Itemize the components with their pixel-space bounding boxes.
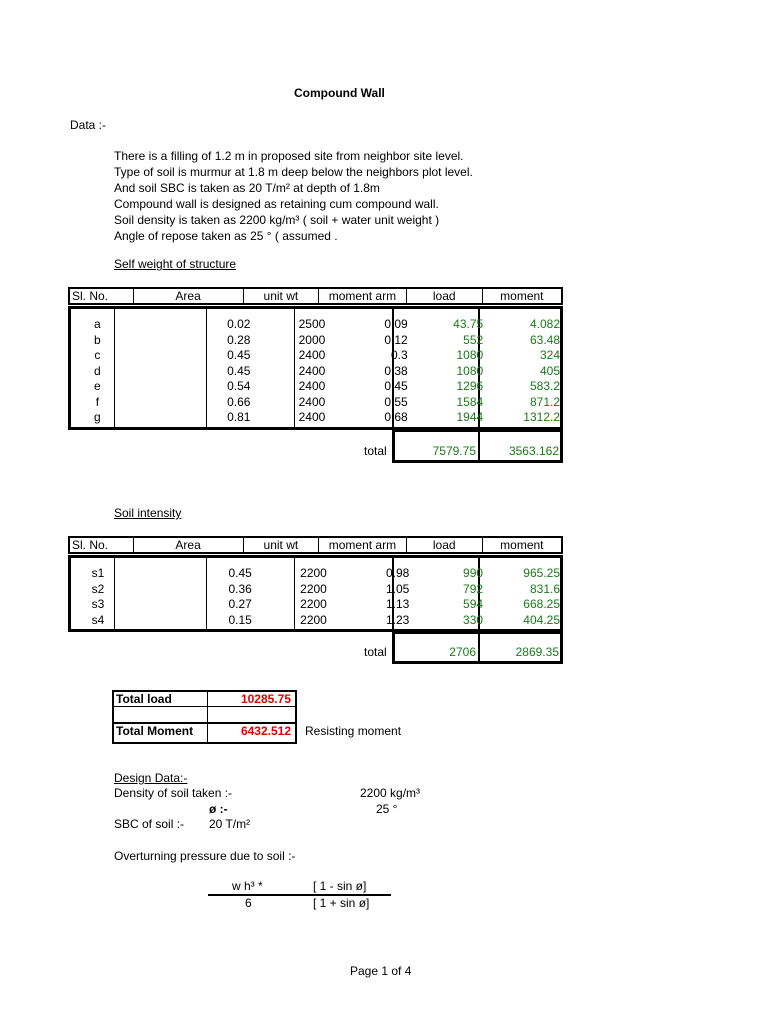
cell-sl-no: e xyxy=(94,379,101,393)
data-line: Soil density is taken as 2200 kg/m³ ( soil + water unit weight ) xyxy=(114,213,440,227)
header-sl-no: Sl. No. xyxy=(69,288,133,304)
table-row xyxy=(68,566,563,582)
resisting-moment-label: Resisting moment xyxy=(305,724,402,738)
cell-moment-arm: 0.3 xyxy=(390,348,408,362)
formula-numerator-right: [ 1 - sin ø] xyxy=(313,879,367,893)
soil-intensity-header-row xyxy=(68,536,563,554)
cell-moment: 871.2 xyxy=(529,394,560,409)
cell-load: 1944 xyxy=(456,410,484,424)
self-weight-header-row xyxy=(68,287,563,305)
cell-load: 990 xyxy=(463,566,484,580)
header-unit-wt: unit wt xyxy=(243,288,318,304)
total-load-value: 10285.75 xyxy=(240,692,291,706)
self-weight-total-label: total xyxy=(364,444,387,458)
cell-moment: 404.25 xyxy=(523,612,560,627)
cell-moment-arm: 0.55 xyxy=(384,394,408,409)
data-line: And soil SBC is taken as 20 T/m² at depth of 1.8m xyxy=(114,181,380,195)
cell-unit-wt: 2400 xyxy=(298,410,326,424)
cell-moment: 965.25 xyxy=(523,566,560,580)
density-label: Density of soil taken :- xyxy=(114,786,233,800)
cell-load: 43.75 xyxy=(453,317,484,331)
cell-area: 0.02 xyxy=(227,317,251,331)
table-row xyxy=(68,582,563,598)
cell-moment-arm: 1.23 xyxy=(385,612,410,627)
soil-intensity-total-label: total xyxy=(364,645,387,659)
cell-unit-wt: 2400 xyxy=(298,394,326,409)
cell-unit-wt: 2200 xyxy=(300,597,327,611)
cell-area: 0.15 xyxy=(228,612,252,627)
cell-unit-wt: 2500 xyxy=(298,317,326,331)
header-load: load xyxy=(406,537,482,553)
cell-unit-wt: 2400 xyxy=(298,379,326,393)
cell-unit-wt: 2200 xyxy=(300,581,327,596)
table-row xyxy=(68,395,563,411)
header-unit-wt: unit wt xyxy=(243,537,318,553)
density-value: 2200 kg/m³ xyxy=(360,786,421,800)
cell-load: 552 xyxy=(463,332,484,347)
self-weight-table xyxy=(68,317,563,426)
header-load: load xyxy=(406,288,482,304)
cell-unit-wt: 2400 xyxy=(298,363,326,378)
cell-moment-arm: 0.12 xyxy=(384,332,408,347)
cell-load: 330 xyxy=(463,612,484,627)
formula-denominator-left: 6 xyxy=(245,896,252,910)
cell-unit-wt: 2200 xyxy=(300,612,327,627)
cell-moment-arm: 0.45 xyxy=(384,379,408,393)
soil-intensity-table xyxy=(68,566,563,628)
cell-moment: 324 xyxy=(539,348,560,362)
table-row xyxy=(68,597,563,613)
cell-area: 0.81 xyxy=(227,410,251,424)
cell-sl-no: s3 xyxy=(91,597,105,611)
cell-sl-no: s4 xyxy=(91,612,105,627)
formula-denominator-right: [ 1 + sin ø] xyxy=(313,896,370,910)
cell-sl-no: a xyxy=(94,317,101,331)
cell-moment-arm: 0.09 xyxy=(384,317,408,331)
cell-sl-no: f xyxy=(95,394,100,409)
table-row xyxy=(68,317,563,333)
total-moment-value: 6432.512 xyxy=(240,724,291,738)
cell-sl-no: g xyxy=(94,410,101,424)
phi-value: 25 ° xyxy=(376,802,398,816)
cell-moment-arm: 1.13 xyxy=(385,597,410,611)
cell-unit-wt: 2200 xyxy=(300,566,327,580)
col-divider xyxy=(478,631,480,664)
sbc-value: 20 T/m² xyxy=(209,817,251,831)
cell-moment-arm: 0.38 xyxy=(384,363,408,378)
self-weight-total-moment: 3563.162 xyxy=(508,444,559,458)
data-label: Data :- xyxy=(70,118,107,132)
cell-moment: 4.082 xyxy=(529,317,560,331)
cell-load: 1080 xyxy=(456,348,484,362)
cell-area: 0.45 xyxy=(227,348,251,362)
cell-load: 792 xyxy=(463,581,484,596)
design-data-heading: Design Data:- xyxy=(114,771,188,785)
header-moment-arm: moment arm xyxy=(319,288,407,304)
cell-area: 0.45 xyxy=(228,566,252,580)
cell-moment-arm: 0.68 xyxy=(384,410,408,424)
header-moment: moment xyxy=(482,288,562,304)
overturning-label: Overturning pressure due to soil :- xyxy=(114,849,296,863)
col-divider xyxy=(207,690,208,742)
header-moment-arm: moment arm xyxy=(319,537,407,553)
cell-sl-no: d xyxy=(94,363,101,378)
cell-moment-arm: 0.98 xyxy=(385,566,410,580)
data-description xyxy=(114,148,473,244)
table-row xyxy=(68,410,563,426)
data-line: Compound wall is designed as retaining cum compound wall. xyxy=(114,197,439,211)
cell-sl-no: s2 xyxy=(91,581,105,596)
header-area: Area xyxy=(133,537,243,553)
header-sl-no: Sl. No. xyxy=(69,537,133,553)
cell-area: 0.66 xyxy=(227,394,251,409)
cell-unit-wt: 2000 xyxy=(298,332,326,347)
table-row xyxy=(68,348,563,364)
header-moment: moment xyxy=(482,537,562,553)
cell-load: 594 xyxy=(463,597,484,611)
cell-sl-no: s1 xyxy=(91,566,105,580)
soil-intensity-heading: Soil intensity xyxy=(114,506,182,520)
cell-area: 0.36 xyxy=(228,581,252,596)
total-load-label: Total load xyxy=(116,692,172,706)
cell-area: 0.45 xyxy=(227,363,251,378)
cell-area: 0.27 xyxy=(228,597,252,611)
table-row xyxy=(68,379,563,395)
cell-area: 0.54 xyxy=(227,379,251,393)
cell-moment: 831.6 xyxy=(529,581,560,596)
page-number: Page 1 of 4 xyxy=(350,964,412,978)
col-divider xyxy=(478,429,480,463)
row-divider xyxy=(112,706,295,707)
formula-numerator-left: w h³ * xyxy=(232,879,263,893)
cell-load: 1296 xyxy=(456,379,484,393)
phi-label: ø :- xyxy=(209,802,228,816)
page-title: Compound Wall xyxy=(294,86,385,100)
total-moment-label: Total Moment xyxy=(116,724,194,738)
cell-area: 0.28 xyxy=(227,332,251,347)
table-row xyxy=(68,613,563,629)
table-row xyxy=(68,364,563,380)
data-line: There is a filling of 1.2 m in proposed site from neighbor site level. xyxy=(114,149,464,163)
data-line: Angle of repose taken as 25 ° ( assumed . xyxy=(114,229,338,243)
sbc-label: SBC of soil :- xyxy=(114,817,185,831)
soil-intensity-total-load: 2706 xyxy=(449,645,476,659)
cell-moment: 1312.2 xyxy=(523,410,560,424)
cell-load: 1584 xyxy=(456,394,484,409)
cell-unit-wt: 2400 xyxy=(298,348,326,362)
header-area: Area xyxy=(133,288,243,304)
cell-moment: 63.48 xyxy=(529,332,560,347)
cell-sl-no: b xyxy=(94,332,101,347)
cell-moment: 405 xyxy=(539,363,560,378)
self-weight-total-load: 7579.75 xyxy=(432,444,476,458)
cell-load: 1080 xyxy=(456,363,484,378)
table-row xyxy=(68,333,563,349)
self-weight-heading: Self weight of structure xyxy=(114,257,237,271)
cell-moment: 668.25 xyxy=(523,597,560,611)
data-line: Type of soil is murmur at 1.8 m deep below the neighbors plot level. xyxy=(114,165,473,179)
soil-intensity-total-moment: 2869.35 xyxy=(515,645,559,659)
cell-sl-no: c xyxy=(94,348,101,362)
cell-moment: 583.2 xyxy=(529,379,560,393)
cell-moment-arm: 1.05 xyxy=(385,581,410,596)
